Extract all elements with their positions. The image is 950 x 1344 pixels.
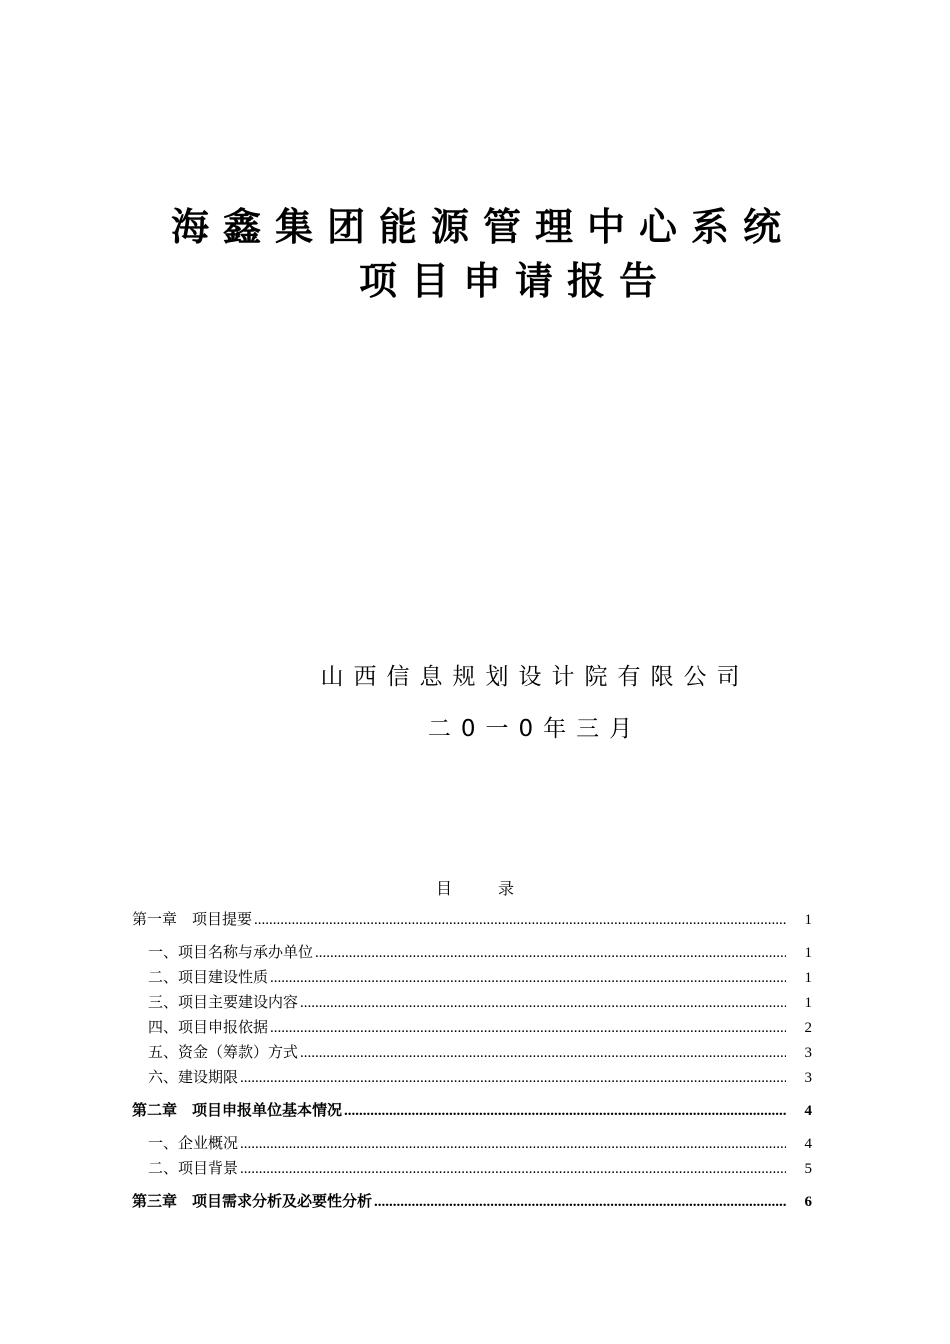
toc-entry[interactable] (132, 1157, 812, 1182)
toc-entry-page: 3 (804, 1070, 812, 1086)
toc-leader-dots (374, 1190, 786, 1215)
toc-entry-label: 第一章 项目提要 (132, 912, 253, 928)
report-title-line2: 项目申请报告 (358, 259, 671, 303)
toc-entry[interactable] (132, 991, 812, 1016)
toc-entry-page: 5 (804, 1161, 812, 1177)
toc-entry-page: 1 (804, 995, 812, 1011)
toc-leader-dots (240, 1157, 786, 1182)
toc-heading-char-1: 目 (435, 879, 452, 898)
report-title-line1: 海鑫集团能源管理中心系统 (170, 205, 795, 249)
toc-entry-page: 4 (804, 1103, 812, 1119)
toc-entry-label: 五、资金（筹款）方式 (148, 1045, 299, 1061)
toc-entry-label: 一、企业概况 (148, 1136, 239, 1152)
toc-leader-dots (240, 1066, 786, 1091)
toc-entry-page: 1 (804, 912, 812, 928)
toc-entry-page: 3 (804, 1045, 812, 1061)
toc-entry[interactable] (132, 1132, 812, 1157)
toc-entry[interactable] (132, 966, 812, 991)
toc-leader-dots (315, 941, 786, 966)
toc-leader-dots (254, 908, 786, 933)
toc-entry-label: 六、建设期限 (148, 1070, 239, 1086)
toc-entry[interactable] (132, 1190, 812, 1215)
report-date: 二0一0年三月 (427, 716, 643, 742)
toc-entry[interactable] (132, 941, 812, 966)
toc-entry-label: 四、项目申报依据 (148, 1020, 269, 1036)
toc-entry-page: 6 (804, 1194, 812, 1210)
toc-leader-dots (300, 1041, 786, 1066)
toc-entry[interactable] (132, 1016, 812, 1041)
toc-leader-dots (270, 966, 786, 991)
toc-entry-label: 二、项目建设性质 (148, 970, 269, 986)
toc-entry-label: 第二章 项目申报单位基本情况 (132, 1103, 343, 1119)
toc-heading-char-2: 录 (498, 879, 515, 898)
toc-entry[interactable] (132, 1099, 812, 1124)
toc-leader-dots (344, 1099, 786, 1124)
toc-entry[interactable] (132, 1041, 812, 1066)
toc-leader-dots (270, 1016, 786, 1041)
toc-entry-page: 2 (804, 1020, 812, 1036)
toc-leader-dots (300, 991, 786, 1016)
table-of-contents (132, 906, 812, 1223)
toc-entry-label: 三、项目主要建设内容 (148, 995, 299, 1011)
toc-entry[interactable] (132, 908, 812, 933)
toc-heading (0, 876, 950, 899)
toc-leader-dots (240, 1132, 786, 1157)
toc-entry-page: 4 (804, 1136, 812, 1152)
organization-name: 山西信息规划设计院有限公司 (320, 664, 750, 690)
toc-entry-label: 第三章 项目需求分析及必要性分析 (132, 1194, 373, 1210)
toc-entry-page: 1 (804, 945, 812, 961)
toc-entry[interactable] (132, 1066, 812, 1091)
toc-entry-page: 1 (804, 970, 812, 986)
toc-entry-label: 一、项目名称与承办单位 (148, 945, 314, 961)
toc-entry-label: 二、项目背景 (148, 1161, 239, 1177)
